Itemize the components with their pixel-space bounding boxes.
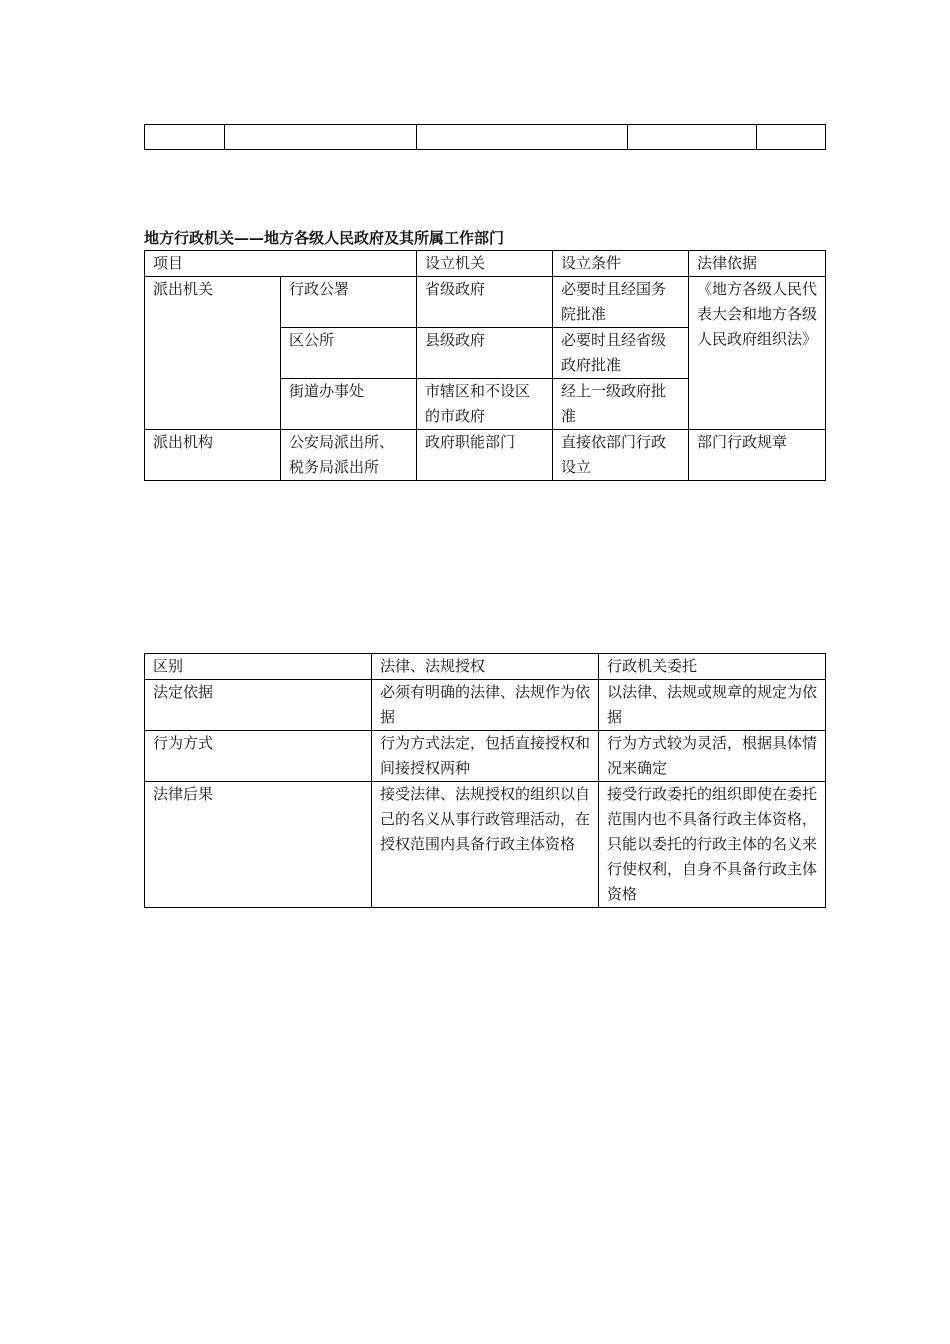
agency-legal-basis: 部门行政规章 xyxy=(689,430,826,481)
dispatch-organ-label: 派出机关 xyxy=(145,277,281,430)
agency-name: 公安局派出所、税务局派出所 xyxy=(281,430,417,481)
table-header-row xyxy=(145,654,826,680)
header-authorization: 法律、法规授权 xyxy=(372,654,599,680)
table-cell xyxy=(225,125,417,150)
header-authority: 设立机关 xyxy=(417,251,553,277)
table-cell xyxy=(417,125,628,150)
agency-authority: 政府职能部门 xyxy=(417,430,553,481)
table-cell xyxy=(757,125,826,150)
table-row xyxy=(145,782,826,908)
table-row xyxy=(145,277,826,328)
organ-authority: 市辖区和不设区的市政府 xyxy=(417,379,553,430)
table-caption: 地方行政机关——地方各级人民政府及其所属工作部门 xyxy=(144,229,505,247)
local-admin-organs-table xyxy=(144,250,826,481)
table-row xyxy=(145,731,826,782)
blank-table xyxy=(144,124,826,150)
organ-condition: 经上一级政府批准 xyxy=(553,379,689,430)
organ-authority: 省级政府 xyxy=(417,277,553,328)
authorization-cell: 接受法律、法规授权的组织以自己的名义从事行政管理活动，在授权范围内具备行政主体资格 xyxy=(372,782,599,908)
header-difference: 区别 xyxy=(145,654,372,680)
organ-authority: 县级政府 xyxy=(417,328,553,379)
dispatch-agency-label: 派出机构 xyxy=(145,430,281,481)
row-label: 法定依据 xyxy=(145,680,372,731)
table-cell xyxy=(145,125,225,150)
row-label: 法律后果 xyxy=(145,782,372,908)
authorization-cell: 行为方式法定，包括直接授权和间接授权两种 xyxy=(372,731,599,782)
header-legal-basis: 法律依据 xyxy=(689,251,826,277)
header-item: 项目 xyxy=(145,251,417,277)
row-label: 行为方式 xyxy=(145,731,372,782)
table-row xyxy=(145,125,826,150)
delegation-cell: 接受行政委托的组织即使在委托范围内也不具备行政主体资格，只能以委托的行政主体的名义来行使权利，自身不具备行政主体资格 xyxy=(599,782,826,908)
header-condition: 设立条件 xyxy=(553,251,689,277)
delegation-cell: 以法律、法规或规章的规定为依据 xyxy=(599,680,826,731)
organ-name: 行政公署 xyxy=(281,277,417,328)
header-delegation: 行政机关委托 xyxy=(599,654,826,680)
organ-legal-basis: 《地方各级人民代表大会和地方各级人民政府组织法》 xyxy=(689,277,826,430)
organ-condition: 必要时且经省级政府批准 xyxy=(553,328,689,379)
agency-condition: 直接依部门行政设立 xyxy=(553,430,689,481)
table-header-row xyxy=(145,251,826,277)
delegation-cell: 行为方式较为灵活，根据具体情况来确定 xyxy=(599,731,826,782)
organ-name: 区公所 xyxy=(281,328,417,379)
organ-condition: 必要时且经国务院批准 xyxy=(553,277,689,328)
authorization-vs-delegation-table xyxy=(144,653,826,908)
table-row xyxy=(145,430,826,481)
authorization-cell: 必须有明确的法律、法规作为依据 xyxy=(372,680,599,731)
organ-name: 街道办事处 xyxy=(281,379,417,430)
table-row xyxy=(145,680,826,731)
table-cell xyxy=(628,125,757,150)
